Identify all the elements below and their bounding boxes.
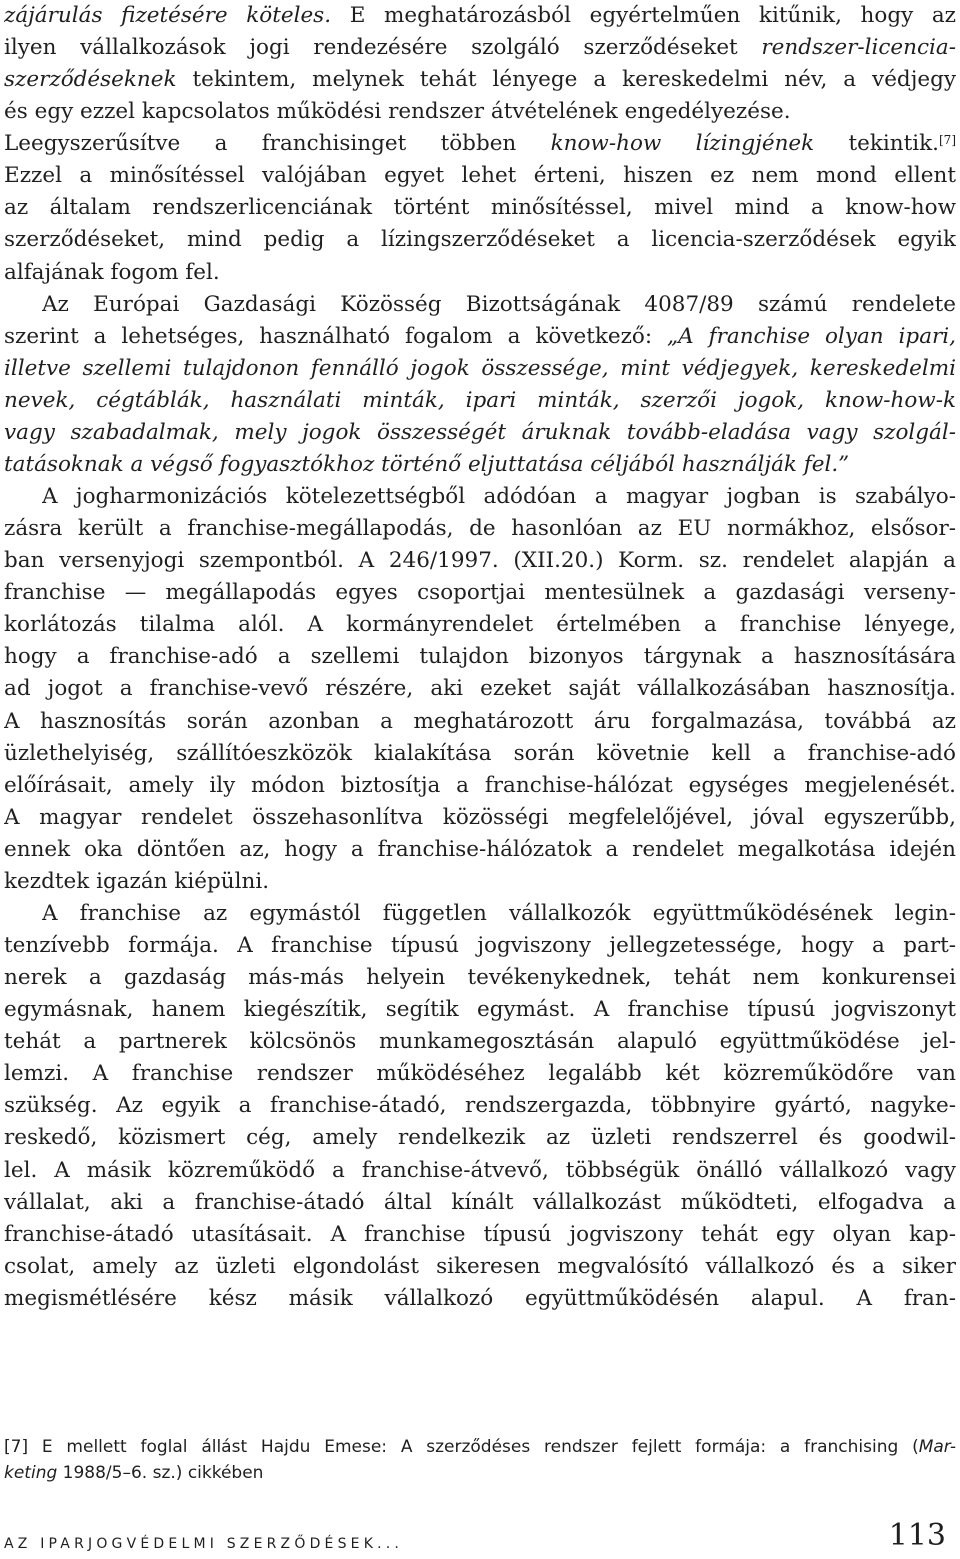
footnote-line: [4, 1434, 956, 1460]
text-run: csolat, amely az üzleti elgondolást sikeresen megvalósító vállalkozó és a siker: [4, 1253, 956, 1279]
text-run: nerek a gazdaság más-más helyein tevékenykednek, tehát nem konkurensei: [4, 965, 956, 991]
text-run: szerint a lehetséges, használható fogalom a következő:: [4, 323, 668, 349]
body-line: [4, 354, 956, 384]
body-line: [4, 1284, 956, 1314]
body-line: [4, 193, 956, 223]
text-run: [7] E mellett foglal állást Hajdu Emese: A szerződéses rendszer fejlett formája: a franchising (: [4, 1437, 919, 1457]
body-line: [4, 1027, 956, 1057]
text-run: ban versenyjogi szempontból. A 246/1997. (XII.20.) Korm. sz. rendelet alapján a: [4, 548, 956, 574]
body-line: [4, 225, 956, 255]
text-run: ilyen vállalkozások jogi rendezésére szolgáló szerződéseket: [4, 35, 762, 61]
body-line: [4, 610, 956, 640]
italic-text: tatásoknak a végső fogyasztókhoz történő eljuttatása céljából használják fel.”: [4, 451, 850, 477]
text-run: reskedő, közismert cég, amely rendelkezik az üzleti rendszerrel és goodwil-: [4, 1125, 956, 1151]
text-run: tenzívebb formája. A franchise típusú jogviszony jellegzetessége, hogy a part-: [4, 933, 956, 959]
body-line: [4, 867, 956, 897]
body-line: [4, 33, 956, 63]
body-line: [42, 290, 956, 320]
body-line: [4, 642, 956, 672]
text-run: A hasznosítás során azonban a meghatározott áru forgalmazása, továbbá az: [4, 708, 956, 734]
body-line: [4, 803, 956, 833]
body-line: [4, 546, 956, 576]
body-line: [4, 418, 956, 448]
text-run: lel. A másik közreműködő a franchise-átvevő, többségük önálló vállalkozó vagy: [4, 1157, 956, 1183]
italic-text: nevek, cégtáblák, használati minták, ipari minták, szerzői jogok, know-how-k: [4, 387, 956, 413]
italic-text: Mar-: [918, 1437, 956, 1457]
italic-text: know-how lízingjének: [550, 131, 815, 157]
text-run: vállalat, aki a franchise-átadó által kínált vállalkozást működteti, elfogadva a: [4, 1189, 956, 1215]
body-line: [4, 65, 956, 95]
text-run: üzlethelyiség, szállítóeszközök kialakítása során követnie kell a franchise-adó: [4, 740, 956, 766]
text-run: alfajának fogom fel.: [4, 259, 220, 285]
body-line: [4, 707, 956, 737]
body-line: [4, 97, 956, 127]
text-run: lemzi. A franchise rendszer működéséhez legalább két közreműködőre van: [4, 1061, 956, 1087]
body-line: [4, 514, 956, 544]
text-run: kezdtek igazán kiépülni.: [4, 868, 270, 894]
text-run: ennek oka döntően az, hogy a franchise-hálózatok a rendelet megalkotása idején: [4, 836, 956, 862]
text-run: korlátozás tilalma alól. A kormányrendelet értelmében a franchise lényege,: [4, 612, 956, 638]
text-run: franchise — megállapodás egyes csoportjai mentesülnek a gazdasági verseny-: [4, 580, 956, 606]
text-run: megismétlésére kész másik vállalkozó együttműködésén alapul. A fran-: [4, 1285, 956, 1311]
body-line: [4, 995, 956, 1025]
body-line: [4, 674, 956, 704]
text-run: hogy a franchise-adó a szellemi tulajdon bizonyos tárgynak a hasznosítására: [4, 644, 956, 670]
text-run: A jogharmonizációs kötelezettségből adódóan a magyar jogban is szabályo-: [42, 484, 956, 510]
text-run: tekintik.: [814, 131, 939, 157]
text-run: A franchise az egymástól független vállalkozók együttműködésének legin-: [42, 900, 956, 926]
text-run: ad jogot a franchise-vevő részére, aki ezeket saját vállalkozásában hasznosítja.: [4, 676, 956, 702]
body-line: [4, 835, 956, 865]
body-line: [4, 739, 956, 769]
italic-text: rendszer-licencia-: [761, 35, 956, 61]
body-line: [4, 963, 956, 993]
body-line: [4, 1252, 956, 1282]
italic-text: illetve szellemi tulajdonon fennálló jogok összessége, mint védjegyek, kereskedelmi: [4, 355, 956, 381]
text-run: tekintem, melynek tehát lényege a kereskedelmi név, a védjegy: [176, 67, 956, 93]
body-line: [4, 1188, 956, 1218]
body-line: [42, 482, 956, 512]
text-run: 1988/5–6. sz.) cikkében: [57, 1463, 264, 1483]
text-run: E meghatározásból egyértelműen kitűnik, hogy az: [331, 3, 956, 28]
body-line: [4, 931, 956, 961]
text-run: szükség. Az egyik a franchise-átadó, rendszergazda, többnyire gyártó, nagyke-: [4, 1093, 956, 1119]
body-line: [4, 1091, 956, 1121]
italic-text: vagy szabadalmak, mely jogok összességét áruknak tovább-eladása vagy szolgál-: [4, 419, 956, 445]
text-run: A magyar rendelet összehasonlítva közösségi megfelelőjével, jóval egyszerűbb,: [4, 804, 956, 830]
body-line: [4, 1059, 956, 1089]
body-line: [4, 578, 956, 608]
body-line: [4, 1, 956, 31]
body-line: [4, 161, 956, 191]
text-run: zásra került a franchise-megállapodás, de hasonlóan az EU normákhoz, elsősor-: [4, 516, 956, 542]
italic-text: keting: [4, 1463, 58, 1483]
text-run: Ezzel a minősítéssel valójában egyet lehet érteni, hiszen ez nem mond ellent: [4, 163, 956, 189]
page-number: 113: [888, 1518, 946, 1553]
italic-text: „A franchise olyan ipari,: [667, 323, 956, 349]
text-run: egymásnak, hanem kiegészítik, segítik egymást. A franchise típusú jogviszonyt: [4, 997, 956, 1023]
body-line: [4, 258, 956, 288]
body-line: [4, 386, 956, 416]
running-head: AZ IPARJOGVÉDELMI SZERZŐDÉSEK...: [4, 1536, 404, 1552]
body-line: [4, 771, 956, 801]
italic-text: zájárulás fizetésére köteles.: [4, 3, 332, 28]
italic-text: szerződéseknek: [4, 67, 177, 93]
body-line: [4, 322, 956, 352]
body-line: [4, 1123, 956, 1153]
text-run: előírásait, amely ily módon biztosítja a franchise-hálózat egységes megjelenését.: [4, 772, 956, 798]
text-run: tehát a partnerek kölcsönös munkamegosztásán alapuló együttműködése jel-: [4, 1029, 956, 1055]
text-run: Az Európai Gazdasági Közösség Bizottságának 4087/89 számú rendelete: [42, 291, 956, 317]
body-line: [42, 899, 956, 929]
body-line: [4, 450, 956, 480]
footnote-line: [4, 1460, 956, 1486]
body-line: [4, 129, 956, 159]
text-run: franchise-átadó utasításait. A franchise típusú jogviszony tehát egy olyan kap-: [4, 1221, 956, 1247]
text-run: és egy ezzel kapcsolatos működési rendszer átvételének engedélyezése.: [4, 99, 791, 125]
text-run: az általam rendszerlicenciának történt minősítéssel, mivel mind a know-how: [4, 195, 956, 221]
text-run: szerződéseket, mind pedig a lízingszerződéseket a licencia-szerződések egyik: [4, 227, 956, 253]
body-line: [4, 1156, 956, 1186]
text-run: Leegyszerűsítve a franchisinget többen: [4, 131, 551, 157]
body-line: [4, 1220, 956, 1250]
footnote-reference: [7]: [939, 133, 956, 148]
